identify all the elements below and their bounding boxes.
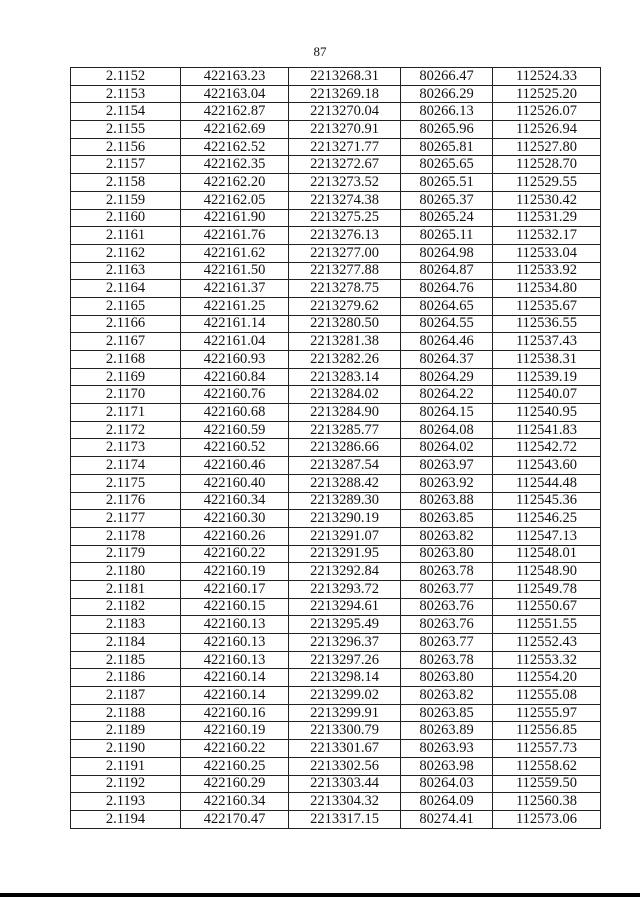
coord-a-cell: 422161.76 (181, 227, 289, 245)
point-id-cell: 2.1179 (71, 545, 181, 563)
coord-b-cell: 2213277.88 (289, 262, 401, 280)
coord-a-cell: 422160.52 (181, 439, 289, 457)
coord-b-cell: 2213281.38 (289, 333, 401, 351)
point-id-cell: 2.1170 (71, 386, 181, 404)
coord-a-cell: 422160.17 (181, 580, 289, 598)
coord-d-cell: 112540.07 (493, 386, 601, 404)
coord-d-cell: 112555.97 (493, 704, 601, 722)
coord-a-cell: 422160.29 (181, 775, 289, 793)
coord-b-cell: 2213273.52 (289, 174, 401, 192)
coord-a-cell: 422170.47 (181, 810, 289, 828)
table-row (71, 651, 601, 669)
point-id-cell: 2.1185 (71, 651, 181, 669)
table-row (71, 775, 601, 793)
coord-b-cell: 2213270.91 (289, 121, 401, 139)
coord-c-cell: 80265.37 (401, 191, 493, 209)
coord-d-cell: 112560.38 (493, 793, 601, 811)
coord-b-cell: 2213291.95 (289, 545, 401, 563)
coord-b-cell: 2213271.77 (289, 138, 401, 156)
table-row (71, 121, 601, 139)
table-row (71, 333, 601, 351)
coord-d-cell: 112559.50 (493, 775, 601, 793)
table-row (71, 580, 601, 598)
coord-d-cell: 112528.70 (493, 156, 601, 174)
coord-b-cell: 2213269.18 (289, 85, 401, 103)
coord-c-cell: 80265.24 (401, 209, 493, 227)
coord-c-cell: 80263.76 (401, 616, 493, 634)
point-id-cell: 2.1174 (71, 457, 181, 475)
coord-b-cell: 2213299.91 (289, 704, 401, 722)
coord-c-cell: 80264.98 (401, 244, 493, 262)
point-id-cell: 2.1191 (71, 757, 181, 775)
coord-a-cell: 422160.16 (181, 704, 289, 722)
coord-a-cell: 422161.50 (181, 262, 289, 280)
coord-d-cell: 112527.80 (493, 138, 601, 156)
point-id-cell: 2.1165 (71, 297, 181, 315)
coord-b-cell: 2213298.14 (289, 669, 401, 687)
table-row (71, 704, 601, 722)
coord-a-cell: 422160.22 (181, 740, 289, 758)
coord-a-cell: 422160.15 (181, 598, 289, 616)
table-row (71, 616, 601, 634)
coord-b-cell: 2213296.37 (289, 634, 401, 652)
coord-c-cell: 80264.08 (401, 421, 493, 439)
coord-d-cell: 112533.92 (493, 262, 601, 280)
table-row (71, 474, 601, 492)
point-id-cell: 2.1190 (71, 740, 181, 758)
coord-a-cell: 422160.22 (181, 545, 289, 563)
coord-c-cell: 80264.76 (401, 280, 493, 298)
coord-a-cell: 422160.25 (181, 757, 289, 775)
coord-c-cell: 80264.29 (401, 368, 493, 386)
table-row (71, 492, 601, 510)
coord-a-cell: 422160.34 (181, 793, 289, 811)
coord-a-cell: 422163.23 (181, 68, 289, 86)
coord-c-cell: 80263.97 (401, 457, 493, 475)
coord-c-cell: 80263.78 (401, 563, 493, 581)
coord-c-cell: 80264.15 (401, 404, 493, 422)
table-row (71, 457, 601, 475)
point-id-cell: 2.1169 (71, 368, 181, 386)
coord-d-cell: 112549.78 (493, 580, 601, 598)
point-id-cell: 2.1173 (71, 439, 181, 457)
coord-d-cell: 112537.43 (493, 333, 601, 351)
point-id-cell: 2.1183 (71, 616, 181, 634)
point-id-cell: 2.1176 (71, 492, 181, 510)
table-row (71, 527, 601, 545)
coord-b-cell: 2213286.66 (289, 439, 401, 457)
table-row (71, 757, 601, 775)
coord-b-cell: 2213276.13 (289, 227, 401, 245)
point-id-cell: 2.1192 (71, 775, 181, 793)
coord-c-cell: 80263.93 (401, 740, 493, 758)
coord-b-cell: 2213277.00 (289, 244, 401, 262)
coord-b-cell: 2213290.19 (289, 510, 401, 528)
point-id-cell: 2.1182 (71, 598, 181, 616)
coord-b-cell: 2213287.54 (289, 457, 401, 475)
coord-d-cell: 112548.90 (493, 563, 601, 581)
table-row (71, 280, 601, 298)
coord-d-cell: 112532.17 (493, 227, 601, 245)
coord-c-cell: 80263.76 (401, 598, 493, 616)
coord-b-cell: 2213279.62 (289, 297, 401, 315)
coord-c-cell: 80264.02 (401, 439, 493, 457)
coord-b-cell: 2213297.26 (289, 651, 401, 669)
table-row (71, 404, 601, 422)
point-id-cell: 2.1177 (71, 510, 181, 528)
coord-c-cell: 80264.65 (401, 297, 493, 315)
coord-c-cell: 80264.37 (401, 351, 493, 369)
coord-d-cell: 112551.55 (493, 616, 601, 634)
coord-b-cell: 2213283.14 (289, 368, 401, 386)
table-row (71, 368, 601, 386)
coord-d-cell: 112540.95 (493, 404, 601, 422)
coord-b-cell: 2213278.75 (289, 280, 401, 298)
coord-c-cell: 80263.80 (401, 669, 493, 687)
coord-c-cell: 80266.13 (401, 103, 493, 121)
coord-d-cell: 112531.29 (493, 209, 601, 227)
coord-c-cell: 80263.82 (401, 687, 493, 705)
coordinates-table-body (71, 68, 601, 829)
table-row (71, 351, 601, 369)
coord-d-cell: 112538.31 (493, 351, 601, 369)
coord-b-cell: 2213274.38 (289, 191, 401, 209)
coord-a-cell: 422160.19 (181, 563, 289, 581)
table-row (71, 510, 601, 528)
coord-d-cell: 112530.42 (493, 191, 601, 209)
coord-b-cell: 2213299.02 (289, 687, 401, 705)
coord-a-cell: 422162.35 (181, 156, 289, 174)
coord-c-cell: 80265.96 (401, 121, 493, 139)
point-id-cell: 2.1175 (71, 474, 181, 492)
point-id-cell: 2.1152 (71, 68, 181, 86)
point-id-cell: 2.1161 (71, 227, 181, 245)
point-id-cell: 2.1180 (71, 563, 181, 581)
coord-c-cell: 80264.55 (401, 315, 493, 333)
point-id-cell: 2.1153 (71, 85, 181, 103)
coord-d-cell: 112557.73 (493, 740, 601, 758)
coord-b-cell: 2213304.32 (289, 793, 401, 811)
coord-a-cell: 422161.14 (181, 315, 289, 333)
coord-b-cell: 2213284.90 (289, 404, 401, 422)
coord-a-cell: 422162.69 (181, 121, 289, 139)
coord-d-cell: 112543.60 (493, 457, 601, 475)
coord-a-cell: 422160.34 (181, 492, 289, 510)
coord-a-cell: 422161.25 (181, 297, 289, 315)
point-id-cell: 2.1158 (71, 174, 181, 192)
coord-c-cell: 80265.65 (401, 156, 493, 174)
coord-a-cell: 422160.30 (181, 510, 289, 528)
table-row (71, 244, 601, 262)
coord-c-cell: 80263.82 (401, 527, 493, 545)
coord-d-cell: 112535.67 (493, 297, 601, 315)
point-id-cell: 2.1157 (71, 156, 181, 174)
coord-c-cell: 80263.92 (401, 474, 493, 492)
coord-b-cell: 2213285.77 (289, 421, 401, 439)
point-id-cell: 2.1159 (71, 191, 181, 209)
point-id-cell: 2.1167 (71, 333, 181, 351)
coord-a-cell: 422160.84 (181, 368, 289, 386)
coordinates-table (70, 67, 601, 829)
coord-d-cell: 112526.07 (493, 103, 601, 121)
coord-c-cell: 80265.81 (401, 138, 493, 156)
coord-a-cell: 422160.13 (181, 616, 289, 634)
table-row (71, 722, 601, 740)
coord-b-cell: 2213288.42 (289, 474, 401, 492)
coord-c-cell: 80263.80 (401, 545, 493, 563)
coord-a-cell: 422162.05 (181, 191, 289, 209)
coord-c-cell: 80264.03 (401, 775, 493, 793)
coord-c-cell: 80265.51 (401, 174, 493, 192)
coord-d-cell: 112536.55 (493, 315, 601, 333)
coord-d-cell: 112541.83 (493, 421, 601, 439)
point-id-cell: 2.1186 (71, 669, 181, 687)
point-id-cell: 2.1155 (71, 121, 181, 139)
coord-c-cell: 80266.47 (401, 68, 493, 86)
coord-d-cell: 112533.04 (493, 244, 601, 262)
table-row (71, 191, 601, 209)
coord-a-cell: 422160.14 (181, 669, 289, 687)
coord-c-cell: 80263.89 (401, 722, 493, 740)
coord-c-cell: 80264.09 (401, 793, 493, 811)
coord-a-cell: 422161.62 (181, 244, 289, 262)
coord-c-cell: 80263.78 (401, 651, 493, 669)
coord-b-cell: 2213284.02 (289, 386, 401, 404)
coord-c-cell: 80263.85 (401, 510, 493, 528)
coord-b-cell: 2213272.67 (289, 156, 401, 174)
coord-d-cell: 112548.01 (493, 545, 601, 563)
coord-c-cell: 80263.98 (401, 757, 493, 775)
point-id-cell: 2.1172 (71, 421, 181, 439)
table-row (71, 439, 601, 457)
coord-d-cell: 112546.25 (493, 510, 601, 528)
scan-edge-bar (0, 893, 640, 897)
coord-c-cell: 80265.11 (401, 227, 493, 245)
point-id-cell: 2.1160 (71, 209, 181, 227)
table-row (71, 810, 601, 828)
coord-a-cell: 422161.37 (181, 280, 289, 298)
table-row (71, 563, 601, 581)
coord-d-cell: 112555.08 (493, 687, 601, 705)
point-id-cell: 2.1188 (71, 704, 181, 722)
coord-b-cell: 2213282.26 (289, 351, 401, 369)
coord-d-cell: 112526.94 (493, 121, 601, 139)
point-id-cell: 2.1193 (71, 793, 181, 811)
coord-d-cell: 112552.43 (493, 634, 601, 652)
coord-d-cell: 112558.62 (493, 757, 601, 775)
coord-a-cell: 422160.14 (181, 687, 289, 705)
table-row (71, 793, 601, 811)
coord-b-cell: 2213300.79 (289, 722, 401, 740)
coord-d-cell: 112542.72 (493, 439, 601, 457)
page-number: 87 (313, 44, 327, 59)
coord-d-cell: 112534.80 (493, 280, 601, 298)
coord-d-cell: 112544.48 (493, 474, 601, 492)
coord-b-cell: 2213275.25 (289, 209, 401, 227)
coord-a-cell: 422162.52 (181, 138, 289, 156)
coord-c-cell: 80266.29 (401, 85, 493, 103)
coord-c-cell: 80263.85 (401, 704, 493, 722)
point-id-cell: 2.1178 (71, 527, 181, 545)
table-row (71, 297, 601, 315)
point-id-cell: 2.1166 (71, 315, 181, 333)
table-row (71, 740, 601, 758)
coord-a-cell: 422160.93 (181, 351, 289, 369)
table-row (71, 68, 601, 86)
coord-b-cell: 2213317.15 (289, 810, 401, 828)
coord-a-cell: 422162.87 (181, 103, 289, 121)
coord-a-cell: 422160.26 (181, 527, 289, 545)
point-id-cell: 2.1154 (71, 103, 181, 121)
table-row (71, 227, 601, 245)
coord-a-cell: 422162.20 (181, 174, 289, 192)
coord-b-cell: 2213301.67 (289, 740, 401, 758)
coord-d-cell: 112539.19 (493, 368, 601, 386)
table-row (71, 634, 601, 652)
coord-a-cell: 422160.13 (181, 651, 289, 669)
coord-b-cell: 2213280.50 (289, 315, 401, 333)
coord-d-cell: 112573.06 (493, 810, 601, 828)
coord-d-cell: 112550.67 (493, 598, 601, 616)
coord-d-cell: 112545.36 (493, 492, 601, 510)
table-row (71, 262, 601, 280)
table-row (71, 138, 601, 156)
table-row (71, 669, 601, 687)
table-row (71, 545, 601, 563)
table-row (71, 156, 601, 174)
coord-b-cell: 2213270.04 (289, 103, 401, 121)
table-row (71, 85, 601, 103)
coord-a-cell: 422161.90 (181, 209, 289, 227)
point-id-cell: 2.1162 (71, 244, 181, 262)
point-id-cell: 2.1168 (71, 351, 181, 369)
point-id-cell: 2.1171 (71, 404, 181, 422)
coord-d-cell: 112554.20 (493, 669, 601, 687)
table-row (71, 598, 601, 616)
table-row (71, 386, 601, 404)
table-row (71, 315, 601, 333)
coord-b-cell: 2213295.49 (289, 616, 401, 634)
point-id-cell: 2.1194 (71, 810, 181, 828)
coord-d-cell: 112547.13 (493, 527, 601, 545)
coord-b-cell: 2213268.31 (289, 68, 401, 86)
coord-c-cell: 80263.77 (401, 634, 493, 652)
coord-b-cell: 2213291.07 (289, 527, 401, 545)
coord-b-cell: 2213302.56 (289, 757, 401, 775)
coord-a-cell: 422160.76 (181, 386, 289, 404)
coord-d-cell: 112529.55 (493, 174, 601, 192)
coord-c-cell: 80263.77 (401, 580, 493, 598)
coord-c-cell: 80264.46 (401, 333, 493, 351)
table-row (71, 174, 601, 192)
coord-c-cell: 80264.22 (401, 386, 493, 404)
point-id-cell: 2.1189 (71, 722, 181, 740)
coord-b-cell: 2213293.72 (289, 580, 401, 598)
table-row (71, 209, 601, 227)
coord-a-cell: 422160.40 (181, 474, 289, 492)
coord-d-cell: 112553.32 (493, 651, 601, 669)
coord-a-cell: 422160.59 (181, 421, 289, 439)
coord-a-cell: 422160.19 (181, 722, 289, 740)
coord-a-cell: 422163.04 (181, 85, 289, 103)
coord-b-cell: 2213289.30 (289, 492, 401, 510)
coord-a-cell: 422161.04 (181, 333, 289, 351)
coord-d-cell: 112556.85 (493, 722, 601, 740)
coord-a-cell: 422160.68 (181, 404, 289, 422)
point-id-cell: 2.1163 (71, 262, 181, 280)
coord-c-cell: 80264.87 (401, 262, 493, 280)
coord-c-cell: 80263.88 (401, 492, 493, 510)
table-row (71, 103, 601, 121)
coord-b-cell: 2213303.44 (289, 775, 401, 793)
coord-b-cell: 2213292.84 (289, 563, 401, 581)
coord-c-cell: 80274.41 (401, 810, 493, 828)
point-id-cell: 2.1164 (71, 280, 181, 298)
coord-d-cell: 112525.20 (493, 85, 601, 103)
coord-a-cell: 422160.46 (181, 457, 289, 475)
coord-d-cell: 112524.33 (493, 68, 601, 86)
coord-a-cell: 422160.13 (181, 634, 289, 652)
table-row (71, 421, 601, 439)
point-id-cell: 2.1187 (71, 687, 181, 705)
coord-b-cell: 2213294.61 (289, 598, 401, 616)
point-id-cell: 2.1184 (71, 634, 181, 652)
point-id-cell: 2.1181 (71, 580, 181, 598)
table-row (71, 687, 601, 705)
point-id-cell: 2.1156 (71, 138, 181, 156)
